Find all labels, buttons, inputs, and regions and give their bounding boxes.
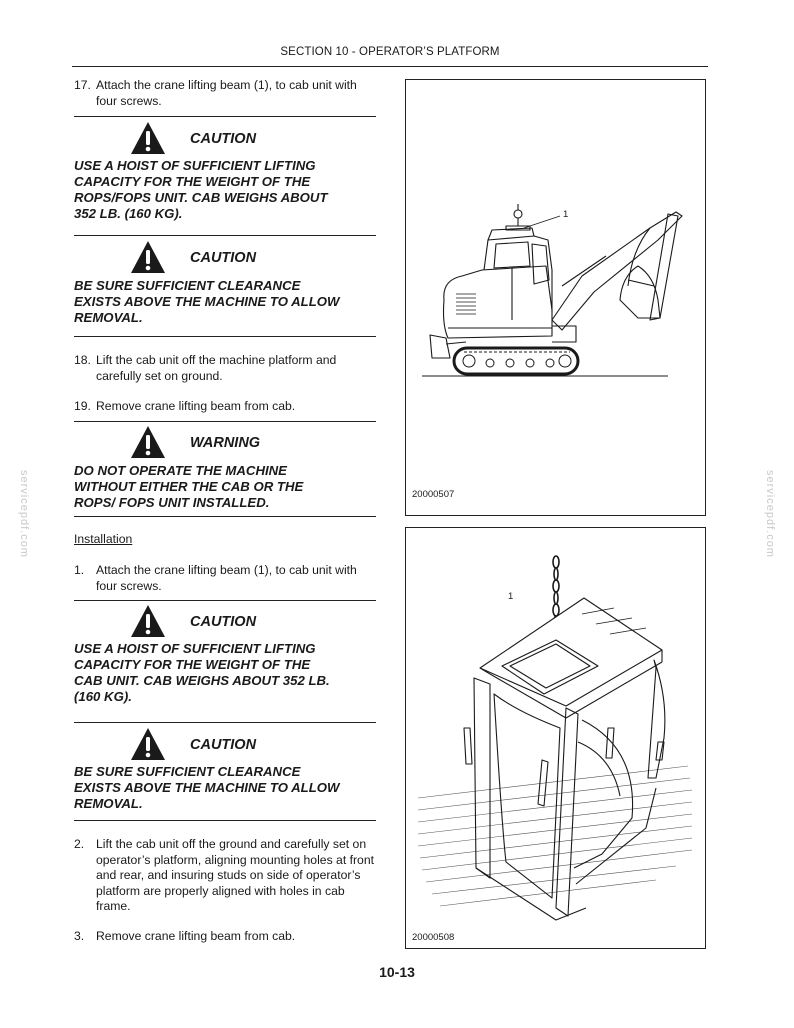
installation-heading: Installation <box>74 532 133 546</box>
warning-triangle-icon <box>130 727 166 761</box>
step-text: Attach the crane lifting beam (1), to cab unit with four screws. <box>96 563 357 593</box>
excavator-illustration-icon <box>406 80 705 515</box>
notice-rule <box>74 116 376 117</box>
notice-body: BE SURE SUFFICIENT CLEARANCE EXISTS ABOVE THE MACHINE TO ALLOW REMOVAL. <box>74 764 340 811</box>
notice-title: CAUTION <box>190 737 257 753</box>
step-19 <box>74 399 374 415</box>
step-number: 1. <box>74 563 85 577</box>
section-header: SECTION 10 - OPERATOR’S PLATFORM <box>280 46 500 58</box>
install-step-3 <box>74 929 374 945</box>
notice-body: BE SURE SUFFICIENT CLEARANCE EXISTS ABOVE THE MACHINE TO ALLOW REMOVAL. <box>74 278 340 325</box>
step-number: 17. <box>74 78 91 92</box>
step-text: Remove crane lifting beam from cab. <box>96 929 296 943</box>
notice-rule <box>74 235 376 236</box>
page-number: 10-13 <box>379 964 415 980</box>
warning-triangle-icon <box>130 240 166 274</box>
figure-cab-frame <box>405 527 706 949</box>
step-text: Lift the cab unit off the ground and carefully set on operator’s platform, aligning mounting holes at front and rear, and insuring studs on side of operator’s platform are properly aligned with holes in cab frame. <box>96 837 374 913</box>
caution-sign <box>130 727 390 765</box>
install-step-2 <box>74 837 374 915</box>
warning-triangle-icon <box>130 121 166 155</box>
notice-title: CAUTION <box>190 131 257 147</box>
notice-rule <box>74 336 376 337</box>
warning-triangle-icon <box>130 604 166 638</box>
warning-sign <box>130 425 390 463</box>
step-text: Attach the crane lifting beam (1), to cab unit with four screws. <box>96 78 357 108</box>
callout-label: 1 <box>508 591 514 602</box>
figure-excavator <box>405 79 706 516</box>
watermark-left: servicepdf.com <box>18 470 30 558</box>
caution-sign <box>130 121 390 159</box>
header-rule <box>72 66 708 67</box>
step-number: 18. <box>74 353 91 367</box>
notice-title: WARNING <box>190 435 261 451</box>
step-17 <box>74 78 374 109</box>
notice-body: USE A HOIST OF SUFFICIENT LIFTING CAPACITY FOR THE WEIGHT OF THE ROPS/FOPS UNIT. CAB WEIGHS ABOUT 352 LB. (160 KG). <box>74 158 328 221</box>
callout-label: 1 <box>563 209 569 220</box>
step-number: 19. <box>74 399 91 413</box>
notice-rule <box>74 722 376 723</box>
caution-sign <box>130 604 390 642</box>
notice-rule <box>74 516 376 517</box>
notice-body: USE A HOIST OF SUFFICIENT LIFTING CAPACITY FOR THE WEIGHT OF THE CAB UNIT. CAB WEIGHS ABOUT 352 LB. (160 KG). <box>74 641 330 704</box>
notice-title: CAUTION <box>190 614 257 630</box>
step-18 <box>74 353 374 384</box>
figure-id: 20000507 <box>412 489 455 500</box>
caution-sign <box>130 240 390 278</box>
step-text: Remove crane lifting beam from cab. <box>96 399 296 413</box>
notice-rule <box>74 820 376 821</box>
notice-title: CAUTION <box>190 250 257 266</box>
notice-rule <box>74 421 376 422</box>
warning-triangle-icon <box>130 425 166 459</box>
install-step-1 <box>74 563 374 594</box>
step-number: 3. <box>74 929 85 943</box>
cab-frame-illustration-icon <box>406 528 705 948</box>
step-text: Lift the cab unit off the machine platform and carefully set on ground. <box>96 353 337 383</box>
notice-rule <box>74 600 376 601</box>
notice-body: DO NOT OPERATE THE MACHINE WITHOUT EITHER THE CAB OR THE ROPS/ FOPS UNIT INSTALLED. <box>74 463 304 510</box>
step-number: 2. <box>74 837 85 851</box>
figure-id: 20000508 <box>412 932 455 943</box>
watermark-right: servicepdf.com <box>764 470 776 558</box>
